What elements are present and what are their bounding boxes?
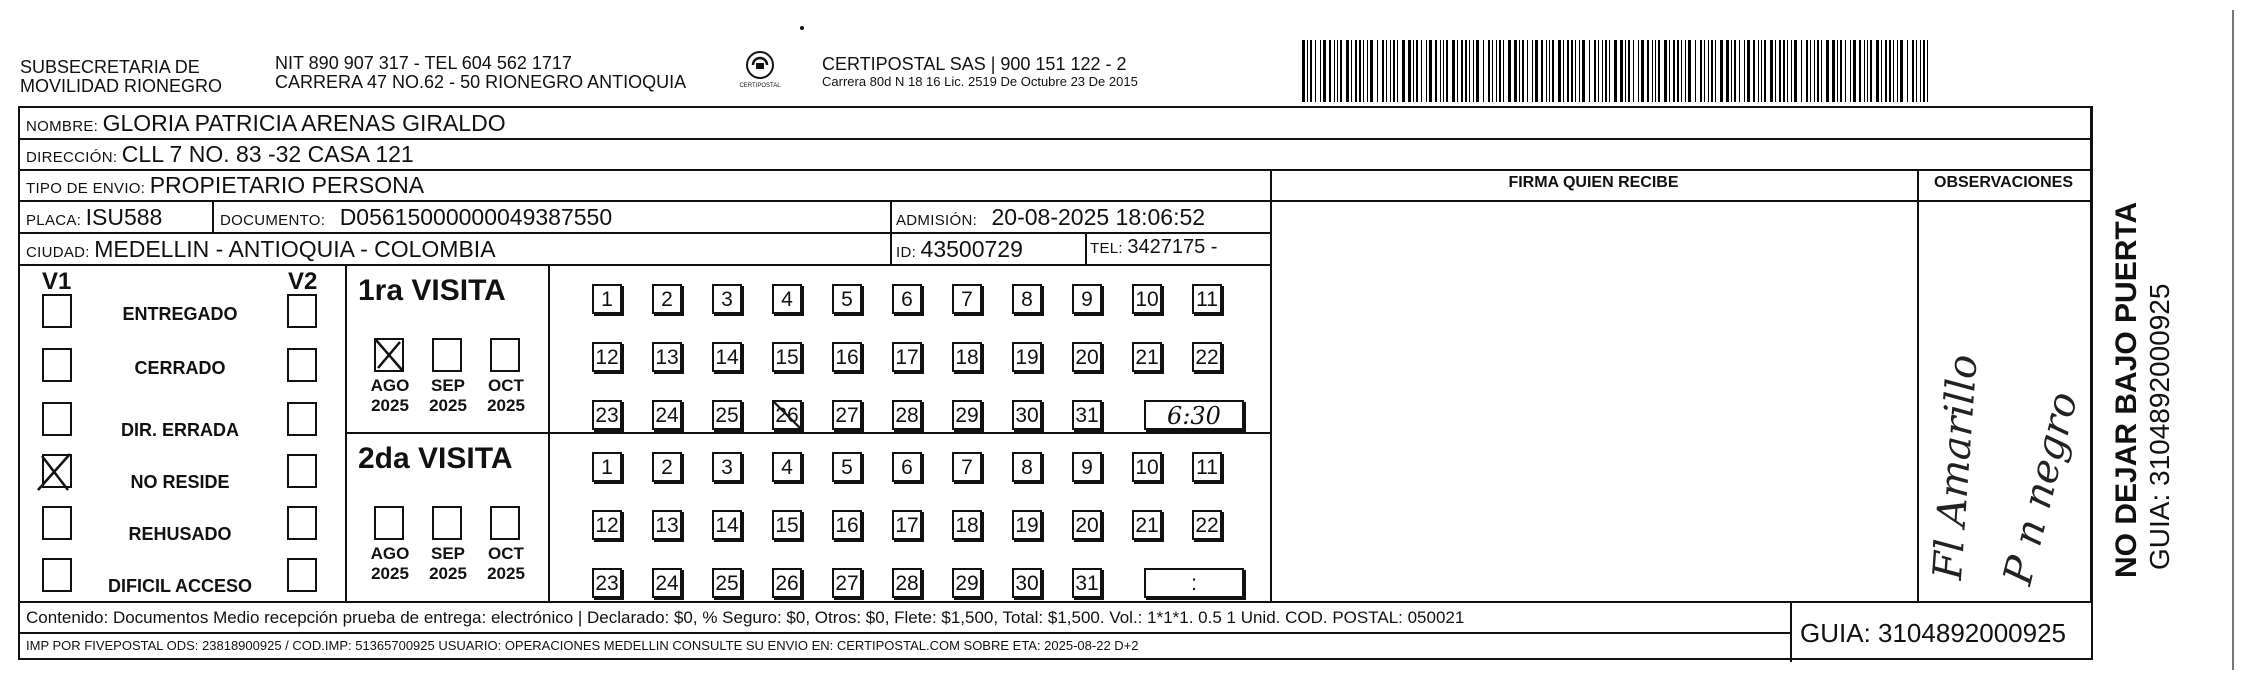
status-label: DIR. ERRADA <box>120 420 239 440</box>
day-box[interactable]: 19 <box>1012 510 1042 540</box>
nit-line-2: CARRERA 47 NO.62 - 50 RIONEGRO ANTIOQUIA <box>275 72 687 92</box>
day-box[interactable]: 14 <box>712 510 742 540</box>
scan-edge-right <box>2232 10 2234 670</box>
month-label <box>360 544 420 584</box>
day-box[interactable]: 15 <box>772 510 802 540</box>
imp-text: IMP POR FIVEPOSTAL ODS: 23818900925 / COD.IMP: 51365700925 USUARIO: OPERACIONES MEDELLIN CONSULTE SU ENVIO EN: CERTIPOSTAL.COM SOBRE ETA: 2025-08-22 D+2 <box>26 638 1139 653</box>
direccion-value: CLL 7 NO. 83 -32 CASA 121 <box>121 141 414 167</box>
id-value: 43500729 <box>920 236 1023 262</box>
day-box[interactable]: 20 <box>1072 342 1102 372</box>
agency-name <box>20 58 222 96</box>
x-mark-icon <box>374 338 404 372</box>
month-checkbox[interactable] <box>374 506 404 540</box>
month-label <box>360 376 420 416</box>
day-box[interactable]: 1 <box>592 452 622 482</box>
id-field <box>896 236 1023 263</box>
month-year: 2025 <box>429 396 467 415</box>
day-box[interactable]: 3 <box>712 284 742 314</box>
nombre-label: NOMBRE: <box>26 118 99 135</box>
status-label: REHUSADO <box>128 524 232 544</box>
month-name: OCT <box>488 544 524 563</box>
day-box[interactable]: 13 <box>652 510 682 540</box>
month-label <box>418 544 478 584</box>
day-box[interactable]: 15 <box>772 342 802 372</box>
guia-vertical: GUIA: 3104892000925 <box>2144 283 2175 570</box>
v2-header: V2 <box>288 268 318 295</box>
tel-label: TEL: <box>1090 240 1123 257</box>
tipo-envio-value: PROPIETARIO PERSONA <box>149 172 425 198</box>
documento-value: D05615000000049387550 <box>339 204 613 230</box>
status-label: ENTREGADO <box>122 304 238 324</box>
v1-checkbox[interactable] <box>42 402 72 436</box>
status-label: CERRADO <box>134 358 226 378</box>
v1-checkbox[interactable] <box>42 558 72 592</box>
day-box[interactable]: 7 <box>952 284 982 314</box>
certipostal-logo <box>730 50 790 96</box>
nombre-value: GLORIA PATRICIA ARENAS GIRALDO <box>102 110 506 136</box>
v1-header: V1 <box>42 268 72 295</box>
month-name: AGO <box>370 544 410 563</box>
company-line-2: Carrera 80d N 18 16 Lic. 2519 De Octubre 23 De 2015 <box>822 74 1138 89</box>
time-box[interactable]: 6:30 <box>1144 400 1244 430</box>
nombre-field <box>26 110 506 137</box>
month-year: 2025 <box>429 564 467 583</box>
day-box[interactable]: 5 <box>832 284 862 314</box>
day-box[interactable]: 18 <box>952 342 982 372</box>
direccion-field <box>26 141 414 168</box>
day-box[interactable]: 17 <box>892 342 922 372</box>
day-box[interactable]: 31 <box>1072 568 1102 598</box>
delivery-form <box>18 106 2175 660</box>
status-label: NO RESIDE <box>130 472 230 492</box>
month-label <box>476 544 536 584</box>
nit-line-1: NIT 890 907 317 - TEL 604 562 1717 <box>275 53 572 73</box>
month-label <box>476 376 536 416</box>
day-box[interactable]: 1 <box>592 284 622 314</box>
day-box[interactable]: 12 <box>592 510 622 540</box>
placa-field <box>26 204 162 231</box>
nit-block <box>275 54 686 92</box>
handwritten-observation-1: Fl Amarillo <box>1925 353 1987 582</box>
day-box[interactable]: 6 <box>892 452 922 482</box>
day-box[interactable]: 30 <box>1012 568 1042 598</box>
v1-checkbox[interactable] <box>42 454 72 488</box>
scan-dot <box>800 26 804 30</box>
day-box[interactable]: 28 <box>892 400 922 430</box>
day-box[interactable]: 4 <box>772 284 802 314</box>
observaciones-header: OBSERVACIONES <box>1934 174 2073 191</box>
day-box[interactable]: 3 <box>712 452 742 482</box>
day-box[interactable]: 23 <box>592 400 622 430</box>
day-box[interactable]: 30 <box>1012 400 1042 430</box>
day-box[interactable]: 14 <box>712 342 742 372</box>
documento-field <box>220 204 612 231</box>
month-label <box>418 376 478 416</box>
documento-label: DOCUMENTO: <box>220 212 326 229</box>
day-box[interactable]: 11 <box>1192 284 1222 314</box>
day-box[interactable]: 26 <box>772 400 802 430</box>
no-dejar-bajo-puerta: NO DEJAR BAJO PUERTA <box>2110 201 2143 578</box>
v2-checkbox[interactable] <box>287 558 317 592</box>
day-box[interactable]: 22 <box>1192 510 1222 540</box>
day-box[interactable]: 16 <box>832 342 862 372</box>
company-block <box>822 54 1138 90</box>
v1-checkbox[interactable] <box>42 348 72 382</box>
v1-checkbox[interactable] <box>42 294 72 328</box>
ciudad-label: CIUDAD: <box>26 244 90 261</box>
logo-icon <box>742 50 778 80</box>
month-year: 2025 <box>487 564 525 583</box>
placa-label: PLACA: <box>26 212 82 229</box>
v2-checkbox[interactable] <box>287 402 317 436</box>
day-box[interactable]: 2 <box>652 284 682 314</box>
month-name: AGO <box>370 376 410 395</box>
day-box[interactable]: 25 <box>712 568 742 598</box>
day-box[interactable]: 23 <box>592 568 622 598</box>
day-box[interactable]: 8 <box>1012 452 1042 482</box>
ciudad-value: MEDELLIN - ANTIOQUIA - COLOMBIA <box>94 236 496 262</box>
logo-text: CERTIPOSTAL <box>739 83 781 89</box>
day-box[interactable]: 6 <box>892 284 922 314</box>
tel-field <box>1090 236 1217 259</box>
day-box[interactable]: 21 <box>1132 510 1162 540</box>
day-box[interactable]: 28 <box>892 568 922 598</box>
v2-checkbox[interactable] <box>287 454 317 488</box>
direccion-label: DIRECCIÓN: <box>26 149 118 166</box>
id-label: ID: <box>896 244 917 261</box>
day-box[interactable]: 22 <box>1192 342 1222 372</box>
day-box[interactable]: 24 <box>652 400 682 430</box>
day-box[interactable]: 27 <box>832 568 862 598</box>
v2-checkbox[interactable] <box>287 348 317 382</box>
company-line-1: CERTIPOSTAL SAS | 900 151 122 - 2 <box>822 54 1127 74</box>
day-box[interactable]: 4 <box>772 452 802 482</box>
day-box[interactable]: 8 <box>1012 284 1042 314</box>
x-mark-icon <box>36 450 76 494</box>
v1-checkbox[interactable] <box>42 506 72 540</box>
visit-title: 1ra VISITA <box>358 274 506 307</box>
day-box[interactable]: 16 <box>832 510 862 540</box>
day-box[interactable]: 24 <box>652 568 682 598</box>
handwritten-observation-2: P n negro <box>1995 387 2088 590</box>
day-box[interactable]: 31 <box>1072 400 1102 430</box>
day-box[interactable]: 25 <box>712 400 742 430</box>
barcode <box>1302 40 1938 102</box>
v2-checkbox[interactable] <box>287 506 317 540</box>
month-checkbox[interactable] <box>432 338 462 372</box>
admision-field <box>896 204 1205 231</box>
month-name: SEP <box>430 544 466 563</box>
agency-line-2: MOVILIDAD RIONEGRO <box>20 76 223 96</box>
day-box[interactable]: 7 <box>952 452 982 482</box>
day-box[interactable]: 11 <box>1192 452 1222 482</box>
month-checkbox[interactable] <box>490 338 520 372</box>
day-box[interactable]: 5 <box>832 452 862 482</box>
month-name: OCT <box>488 376 524 395</box>
day-box[interactable]: 21 <box>1132 342 1162 372</box>
day-box[interactable]: 10 <box>1132 452 1162 482</box>
day-box[interactable]: 18 <box>952 510 982 540</box>
day-box[interactable]: 26 <box>772 568 802 598</box>
day-box[interactable]: 20 <box>1072 510 1102 540</box>
v2-checkbox[interactable] <box>287 294 317 328</box>
month-year: 2025 <box>487 396 525 415</box>
contenido-text: Contenido: Documentos Medio recepción prueba de entrega: electrónico | Declarado: $0, % Seguro: $0, Otros: $0, Flete: $1,500, Total: $1,500. Vol.: 1*1*1. 0.5 1 Unid. COD. POSTAL: 050021 <box>26 608 1465 627</box>
time-box[interactable]: : <box>1144 568 1244 598</box>
day-box[interactable]: 29 <box>952 568 982 598</box>
month-year: 2025 <box>371 396 409 415</box>
admision-value: 20-08-2025 18:06:52 <box>991 204 1206 230</box>
month-year: 2025 <box>371 564 409 583</box>
day-box[interactable]: 19 <box>1012 342 1042 372</box>
guia-footer: GUIA: 3104892000925 <box>1800 618 2066 648</box>
month-checkbox[interactable] <box>374 338 404 372</box>
day-box[interactable]: 17 <box>892 510 922 540</box>
month-checkbox[interactable] <box>432 506 462 540</box>
placa-value: ISU588 <box>85 204 163 230</box>
day-box[interactable]: 13 <box>652 342 682 372</box>
status-label: DIFICIL ACCESO <box>107 576 252 596</box>
agency-line-1: SUBSECRETARIA DE <box>20 57 200 77</box>
day-box[interactable]: 12 <box>592 342 622 372</box>
tipo-envio-field <box>26 172 424 199</box>
firma-header: FIRMA QUIEN RECIBE <box>1508 174 1679 191</box>
day-box[interactable]: 27 <box>832 400 862 430</box>
day-box[interactable]: 9 <box>1072 284 1102 314</box>
day-box[interactable]: 2 <box>652 452 682 482</box>
month-name: SEP <box>430 376 466 395</box>
day-box[interactable]: 9 <box>1072 452 1102 482</box>
day-box[interactable]: 29 <box>952 400 982 430</box>
day-box[interactable]: 10 <box>1132 284 1162 314</box>
tel-value: 3427175 - <box>1127 236 1218 258</box>
admision-label: ADMISIÓN: <box>896 212 978 229</box>
tipo-envio-label: TIPO DE ENVIO: <box>26 180 146 197</box>
visit-title: 2da VISITA <box>358 442 513 475</box>
month-checkbox[interactable] <box>490 506 520 540</box>
ciudad-field <box>26 236 496 263</box>
